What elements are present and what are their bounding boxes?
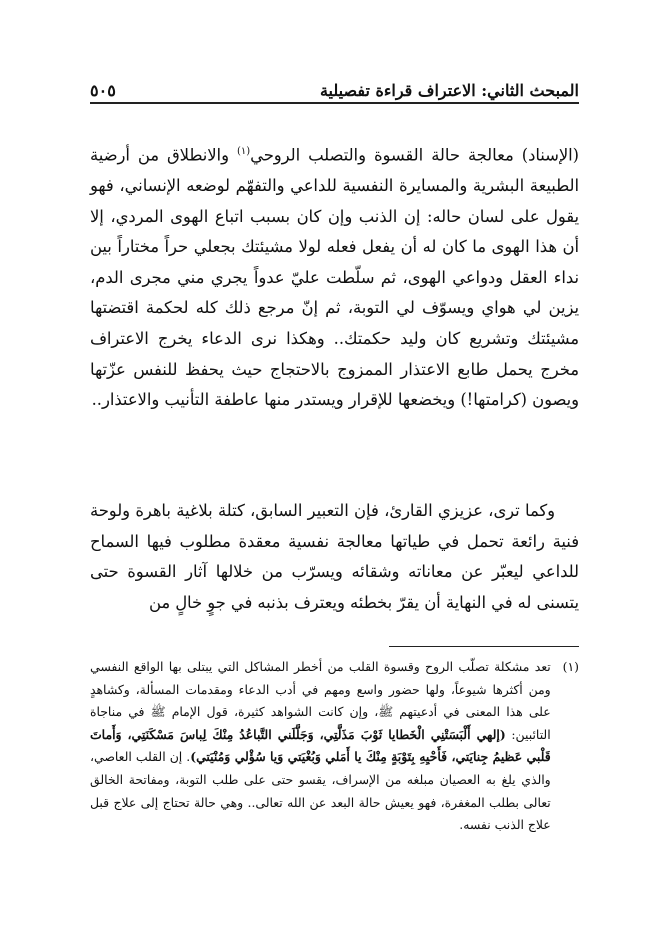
footnote-divider [389,646,579,647]
footnote-reference: (١) [236,146,251,157]
footnote-marker: (١) [562,659,579,674]
paragraph-1-text-a: (الإسناد) معالجة حالة القسوة والتصلب الروحي [250,145,579,165]
page-number: ٥٠٥ [90,81,116,100]
paragraph-1-text-b: والانطلاق من أرضية الطبيعة البشرية والمسايرة النفسية للداعي والتفهّم لوضعه الإنساني، فهو يقول على لسان حاله: إن الذنب وإن كان بسبب اتباع الهوى المردي، إلا أن هذا الهوى ما كان له أن يفعل فعله لولا مشيئتك بجعلي حراً مختاراً بين نداء العقل ودواعي الهوى، ثم سلّطت عليّ عدواً يجري مني مجرى الدم، يزين لي هواي ويسوّف لي التوبة، ثم إنّ مرجع ذلك كله لحكمة اقتضتها مشيئتك وتشريع كان وليد حكمتك.. وهكذا نرى الدعاء يخرج الاعتراف مخرج يحمل طابع الاعتذار الممزوج بالاحتجاج حيث يحفظ للنفس عزّتها ويصون (كرامتها!) ويخضعها للإقرار ويستدر منها عاطفة التأنيب والاعتذار.. [90,145,579,410]
footnote-text-b: . إن القلب العاصي، والذي يلغ به العصيان مبلغه من الإسراف، يقسو حتى على طلب التوبة، ومفاتحة الخالق تعالى بطلب المغفرة، فهو يعيش حالة البعد عن الله تعالى.. وهي حالة تحتاج إلى علاج قبل علاج الذنب نفسه. [90,749,551,833]
chapter-title: المبحث الثاني: الاعتراف قراءة تفصيلية [319,81,579,100]
paragraph-2: وكما ترى، عزيزي القارئ، فإن التعبير السابق، كتلة بلاغية باهرة ولوحة فنية رائعة تحمل في طياتها معالجة نفسية معقدة مطلوب فيها السماح للداعي ليعبّر عن معاناته وشقائه ويسرّب من خلالها آثار القسوة حتى يتسنى له في النهاية أن يقرّ بخطئه ويعترف بذنبه في جوٍ خالٍ من [90,501,579,612]
running-header [90,70,579,100]
footnote-quote: (إلهي أَلْبَسَتْنِي الْخَطايا ثَوْبَ مَذَلَّتِي، وَجَلَّلَني التَّباعُدُ مِنْكَ لِباسَ مَسْكَنَتِي، وَأَماتَ قَلْبي عَظيمُ جِنايَتي، فَأَحْيِهِ بِتَوْبَةٍ مِنْكَ يا أَمَلي وَبُغْيَتي وَيا سُؤْلي وَمُنْيَتي) [90,726,551,765]
footnote-text-a: تعد مشكلة تصلّب الروح وقسوة القلب من أخطر المشاكل التي يبتلى بها الواقع النفسي ومن أكثرها شيوعاً، ولها حضور واسع ومهم في أدب الدعاء ومقدمات المسألة، وكشاهدٍ على هذا المعنى في أدعيتهم ﷺ، وإن كانت الشواهد كثيرة، قول الإمام ﷺ في مناجاة التائبين: [90,659,551,742]
paragraph-1 [90,137,579,416]
footnote [90,656,579,837]
header-divider [90,102,579,104]
footnote-body [90,656,551,837]
